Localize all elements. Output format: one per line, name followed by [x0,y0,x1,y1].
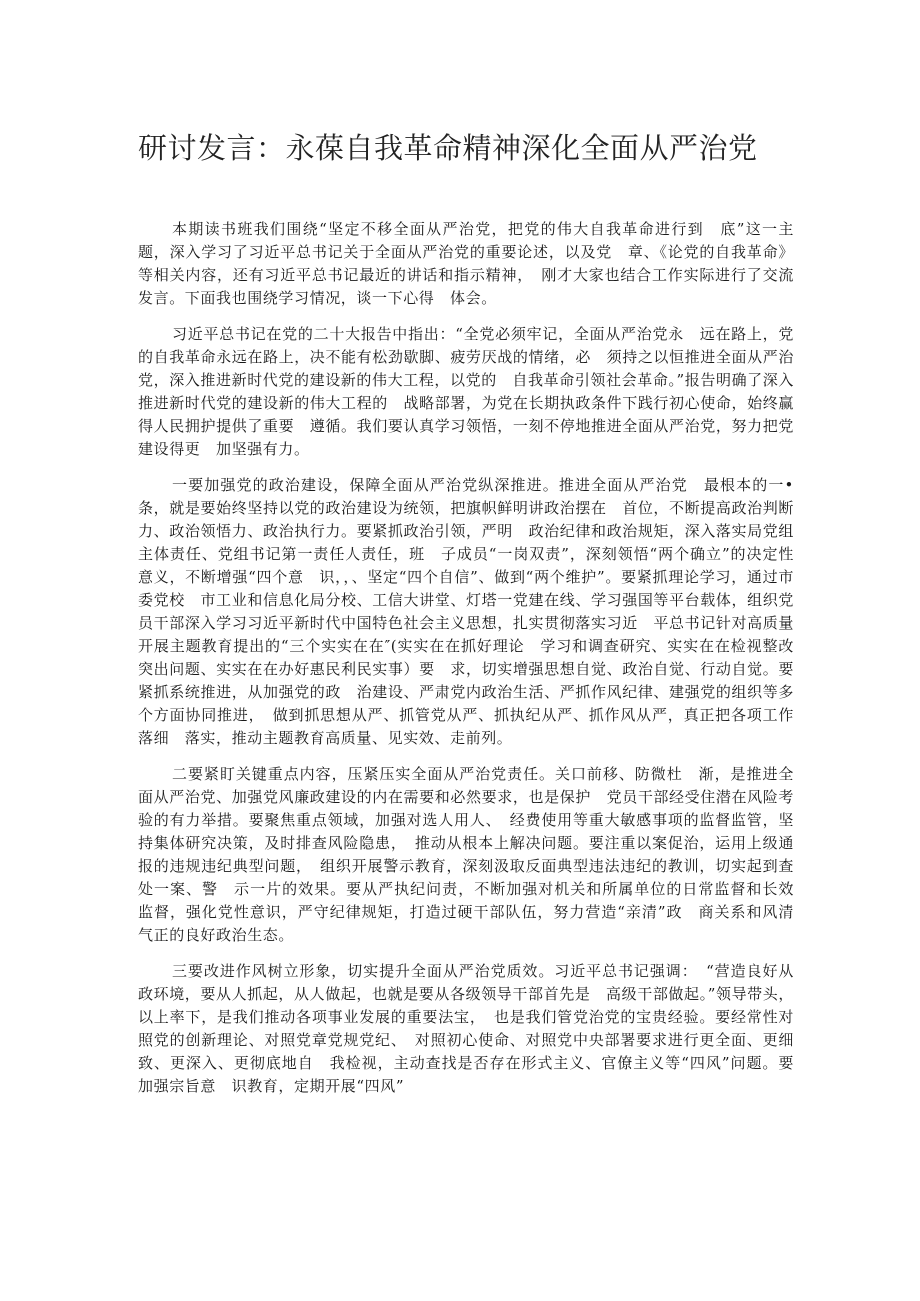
paragraph-point-one: 一要加强党的政治建设，保障全面从严治党纵深推进。推进全面从严治党 最根本的一•条，就是要始终坚持以党的政治建设为统领，把旗帜鲜明讲政治摆在 首位，不断提高政治判断力、政治领悟力、政治执行力。要紧抓政治引领，严明 政治纪律和政治规矩，深入落实局党组主体责任、党组书记第一责任人责任，班 子成员“一岗双责”，深刻领悟“两个确立”的决定性意义，不断增强“四个意 识，，、坚定“四个自信”、做到“两个维护”。要紧抓理论学习，通过市委党校 市工业和信息化局分校、工信大讲堂、灯塔一党建在线、学习强国等平台载体，组织党员干部深入学习习近平新时代中国特色社会主义思想，扎实贯彻落实习近 平总书记针对高质量开展主题教育提出的“三个实实在在″(实实在在抓好理论 学习和调查研究、实实在在检视整改突出问题、实实在在办好惠民利民实事）要 求，切实增强思想自觉、政治自觉、行动自觉。要紧抓系统推进，从加强党的政 治建设、严肃党内政治生活、严抓作风纪律、建强党的组织等多个方面协同推进， 做到抓思想从严、抓管党从严、抓执纪从严、抓作风从严，真正把各项工作落细 落实，推动主题教育高质量、见实效、走前列。 [138,476,794,747]
paragraph-point-three: 三要改进作风树立形象，切实提升全面从严治党质效。习近平总书记强调： “营造良好从政环境，要从人抓起，从人做起，也就是要从各级领导干部首先是 高级干部做起。”领导带头，以上率下，是我们推动各项事业发展的重要法宝， 也是我们管党治党的宝贵经验。要经常性对照党的创新理论、对照党章党规党纪、 对照初心使命、对照党中央部署要求进行更全面、更细致、更深入、更彻底地自 我检视，主动查找是否存在形式主义、官僚主义等“四风”问题。要加强宗旨意 识教育，定期开展“四风” [138,962,794,1095]
document-title: 研讨发言：永葆自我革命精神深化全面从严治党 [138,131,758,165]
document-body [138,218,810,1111]
paragraph-intro: 本期读书班我们围绕“坚定不移全面从严治党，把党的伟大自我革命进行到 底”这一主题，深入学习了习近平总书记关于全面从严治党的重要论述，以及党 章、《论党的自我革命》等相关内容，还有习近平总书记最近的讲话和指示精神， 刚才大家也结合工作实际进行了交流发言。下面我也围绕学习情况，谈一下心得 体会。 [138,220,794,307]
paragraph-report-quote: 习近平总书记在党的二十大报告中指出：“全党必须牢记，全面从严治党永 远在路上，党的自我革命永远在路上，决不能有松劲歇脚、疲劳厌战的情绪，必 须持之以恒推进全面从严治党，深入推进新时代党的建设新的伟大工程，以党的 自我革命引领社会革命。”报告明确了深入推进新时代党的建设新的伟大工程的 战略部署，为党在长期执政条件下践行初心使命，始终赢得人民拥护提供了重要 遵循。我们要认真学习领悟，一刻不停地推进全面从严治党，努力把党建设得更 加坚强有力。 [138,325,794,458]
paragraph-point-two: 二要紧盯关键重点内容，压紧压实全面从严治党责任。关口前移、防微杜 渐，是推进全面从严治党、加强党风廉政建设的内在需要和必然要求，也是保护 党员干部经受住潜在风险考验的有力举措。要聚焦重点领域，加强对选人用人、 经费使用等重大敏感事项的监督监管，坚持集体研究决策，及时排查风险隐患， 推动从根本上解决问题。要注重以案促治，运用上级通报的违规违纪典型问题， 组织开展警示教育，深刻汲取反面典型违法违纪的教训，切实起到查处一案、警 示一片的效果。要从严执纪问责，不断加强对机关和所属单位的日常监督和长效 监督，强化党性意识，严守纪律规矩，打造过硬干部队伍，努力营造“亲清”政 商关系和风清气正的良好政治生态。 [138,765,810,944]
